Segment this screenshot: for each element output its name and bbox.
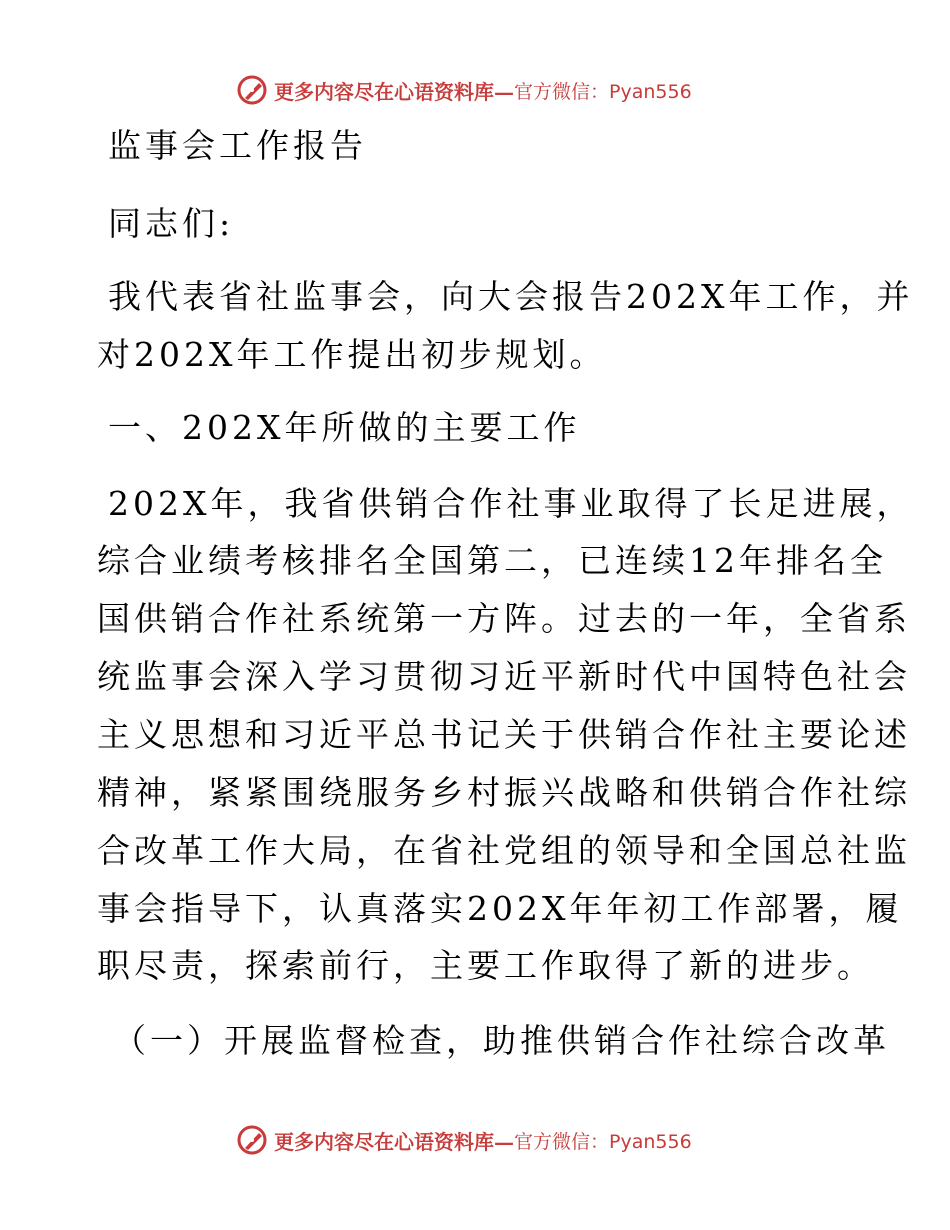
paragraph-line: 职尽责，探索前行，主要工作取得了新的进步。 bbox=[97, 946, 874, 985]
pen-logo-icon bbox=[236, 1124, 268, 1156]
salutation: 同志们: bbox=[108, 204, 235, 243]
header-banner bbox=[236, 73, 692, 107]
paragraph-line: 主义思想和习近平总书记关于供销合作社主要论述 bbox=[97, 715, 911, 754]
banner-wechat-text: 官方微信：Pyan556 bbox=[514, 1130, 692, 1153]
paragraph-line: 国供销合作社系统第一方阵。过去的一年，全省系 bbox=[97, 599, 911, 638]
pen-logo-icon bbox=[236, 74, 268, 106]
paragraph-line: 精神，紧紧围绕服务乡村振兴战略和供销合作社综 bbox=[97, 773, 911, 812]
paragraph-line: 统监事会深入学习贯彻习近平新时代中国特色社会 bbox=[97, 657, 911, 696]
banner-library-text: 更多内容尽在心语资料库— bbox=[274, 79, 514, 104]
document-title: 监事会工作报告 bbox=[108, 126, 367, 165]
intro-line: 对202X年工作提出初步规划。 bbox=[97, 335, 607, 374]
paragraph-line: 202X年，我省供销合作社事业取得了长足进展， bbox=[108, 484, 914, 523]
section-heading: 一、202X年所做的主要工作 bbox=[108, 408, 581, 447]
paragraph-line: 综合业绩考核排名全国第二，已连续12年排名全 bbox=[97, 541, 887, 580]
footer-banner bbox=[236, 1123, 692, 1157]
banner-wechat-text: 官方微信：Pyan556 bbox=[514, 80, 692, 103]
paragraph-line: 事会指导下，认真落实202X年年初工作部署，履 bbox=[97, 889, 903, 928]
banner-library-text: 更多内容尽在心语资料库— bbox=[274, 1129, 514, 1154]
intro-line: 我代表省社监事会，向大会报告202X年工作，并 bbox=[108, 277, 914, 316]
paragraph-line: 合改革工作大局，在省社党组的领导和全国总社监 bbox=[97, 831, 911, 870]
subheading: （一）开展监督检查，助推供销合作社综合改革 bbox=[113, 1021, 890, 1060]
